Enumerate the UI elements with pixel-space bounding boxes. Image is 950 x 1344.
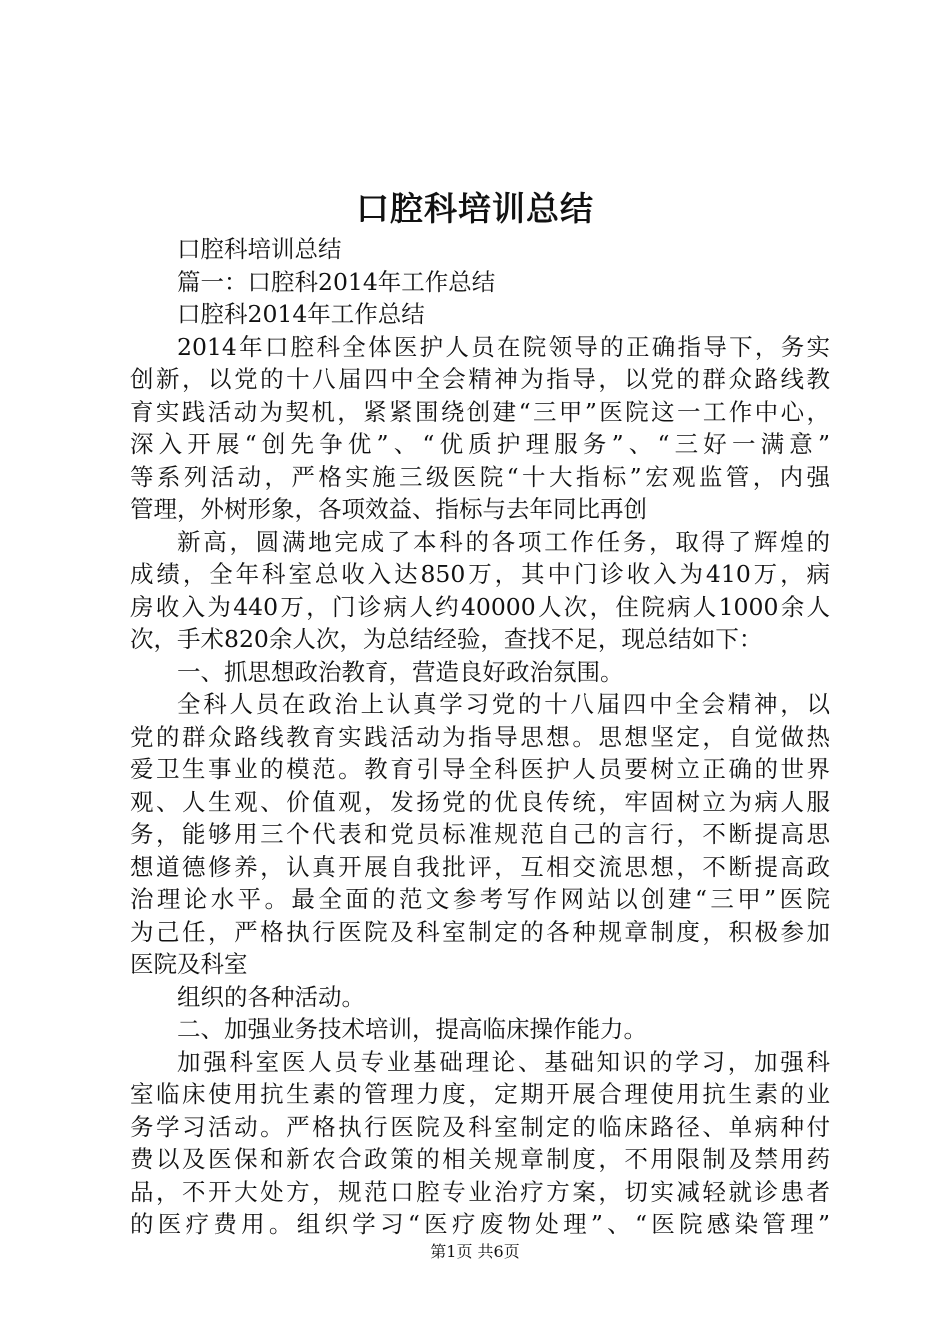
text-line: 加强科室医人员专业基础理论、基础知识的学习，加强科 <box>177 1047 830 1076</box>
text-line: 组织的各种活动。 <box>177 982 365 1011</box>
text-line: 房收入为440万，门诊病人约40000人次，住院病人1000余人 <box>130 592 830 621</box>
text-line: 全科人员在政治上认真学习党的十八届四中全会精神，以 <box>177 690 830 718</box>
text-line: 党的群众路线教育实践活动为指导思想。思想坚定，自觉做热 <box>130 722 830 751</box>
text-line: 篇一：口腔科2014年工作总结 <box>177 267 496 296</box>
text-line: 为己任，严格执行医院及科室制定的各种规章制度，积极参加 <box>130 917 830 946</box>
text-line: 二、加强业务技术培训，提高临床操作能力。 <box>177 1015 647 1043</box>
text-line: 管理，外树形象，各项效益、指标与去年同比再创 <box>130 495 647 523</box>
text-line: 一、抓思想政治教育，营造良好政治氛围。 <box>177 657 624 686</box>
text-line: 爱卫生事业的模范。教育引导全科医护人员要树立正确的世界 <box>130 755 830 783</box>
text-line: 等系列活动，严格实施三级医院“十大指标”宏观监管，内强 <box>130 462 830 491</box>
text-line: 医院及科室 <box>130 950 248 978</box>
page-footer: 第1页 共6页 <box>430 1242 520 1261</box>
text-line: 次，手术820余人次，为总结经验，查找不足，现总结如下： <box>130 625 763 653</box>
text-line: 室临床使用抗生素的管理力度，定期开展合理使用抗生素的业 <box>130 1080 830 1108</box>
document-body <box>130 233 830 1241</box>
text-line: 费以及医保和新农合政策的相关规章制度，不用限制及禁用药 <box>130 1145 830 1173</box>
text-line: 务，能够用三个代表和党员标准规范自己的言行，不断提高思 <box>130 820 830 848</box>
document-title: 口腔科培训总结 <box>356 189 594 228</box>
text-line: 口腔科培训总结 <box>177 235 342 263</box>
text-line: 新高，圆满地完成了本科的各项工作任务，取得了辉煌的 <box>177 527 830 556</box>
text-line: 育实践活动为契机，紧紧围绕创建“三甲”医院这一工作中心， <box>130 397 830 426</box>
text-line: 创新，以党的十八届四中全会精神为指导，以党的群众路线教 <box>130 365 830 393</box>
text-line: 想道德修养，认真开展自我批评，互相交流思想，不断提高政 <box>130 852 830 881</box>
text-line: 治理论水平。最全面的范文参考写作网站以创建“三甲”医院 <box>130 885 830 913</box>
text-line: 的医疗费用。组织学习“医疗废物处理”、“医院感染管理” <box>130 1210 830 1238</box>
text-line: 观、人生观、价值观，发扬党的优良传统，牢固树立为病人服 <box>130 787 830 816</box>
text-line: 务学习活动。严格执行医院及科室制定的临床路径、单病种付 <box>130 1112 830 1141</box>
text-line: 深入开展“创先争优”、“优质护理服务”、“三好一满意” <box>130 430 830 458</box>
text-line: 口腔科2014年工作总结 <box>177 300 425 328</box>
text-line: 品，不开大处方，规范口腔专业治疗方案，切实减轻就诊患者 <box>130 1177 830 1206</box>
text-line: 成绩，全年科室总收入达850万，其中门诊收入为410万，病 <box>130 560 830 588</box>
text-line: 2014年口腔科全体医护人员在院领导的正确指导下，务实 <box>177 332 830 361</box>
